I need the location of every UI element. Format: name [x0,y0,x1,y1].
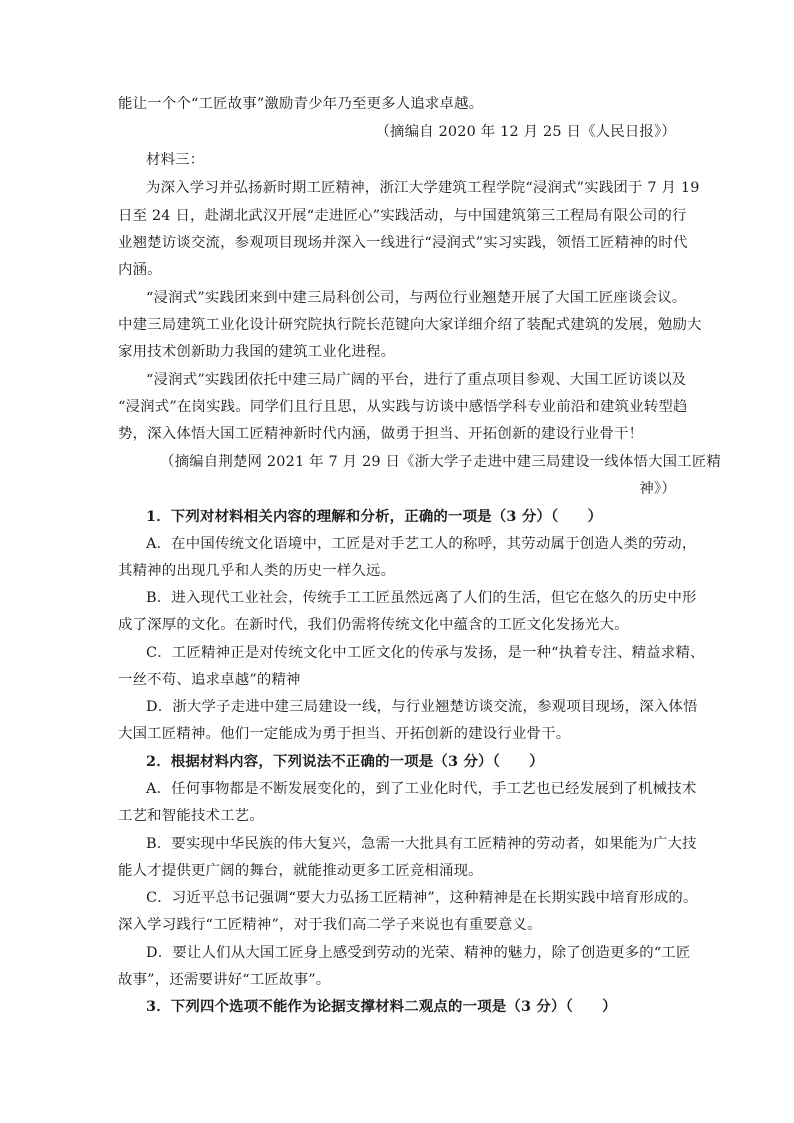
paragraph-line: 内涵。 [118,262,162,278]
option-c: C．工匠精神正是对传统文化中工匠文化的传承与发扬，是一种“执着专注、精益求精、 [146,645,705,661]
paragraph-line: 能让一个个“工匠故事”激励青少年乃至更多人追求卓越。 [118,96,484,112]
option-b: B．要实现中华民族的伟大复兴，急需一大批具有工匠精神的劳动者，如果能为广大技 [146,836,697,852]
source-citation: （摘编自荆楚网 2021 年 7 月 29 日《浙大学子走进中建三局建设一线体悟大国工匠精 [160,454,722,470]
option-c-cont: 深入学习践行“工匠精神”，对于我们高二学子来说也有重要意义。 [118,917,542,933]
paragraph-line: 日至 24 日，赴湖北武汉开展“走进匠心”实践活动，与中国建筑第三工程局有限公司的行 [118,208,687,224]
option-d-cont: 故事”，还需要讲好“工匠故事”。 [118,972,331,988]
paragraph-line: 业翘楚访谈交流，参观项目现场并深入一线进行“浸润式”实习实践，领悟工匠精神的时代 [118,235,688,251]
option-a: A．任何事物都是不断发展变化的，到了工业化时代，手工艺也已经发展到了机械技术 [146,781,697,797]
option-d: D．浙大学子走进中建三局建设一线，与行业翘楚访谈交流，参观项目现场，深入体悟 [146,699,698,715]
source-citation: 神》） [639,481,676,497]
option-d: D．要让人们从大国工匠身上感受到劳动的光荣、精神的魅力，除了创造更多的“工匠 [146,945,691,961]
paragraph-line: 势，深入体悟大国工匠精神新时代内涵，做勇于担当、开拓创新的建设行业骨干！ [118,426,644,442]
paragraph-line: 家用技术创新助力我国的建筑工业化进程。 [118,344,396,360]
question-2: 2．根据材料内容，下列说法不正确的一项是（3 分）（ ） [146,753,544,770]
section-heading: 材料三： [146,152,205,168]
paragraph-line: 为深入学习并弘扬新时期工匠精神，浙江大学建筑工程学院“浸润式”实践团于 7 月 19 [146,180,700,196]
paragraph-line: 中建三局建筑工业化设计研究院执行院长范键向大家详细介绍了装配式建筑的发展，勉励大 [118,317,702,333]
option-b: B．进入现代工业社会，传统手工工匠虽然远离了人们的生活，但它在悠久的历史中形 [146,590,697,606]
option-a: A．在中国传统文化语境中，工匠是对手艺工人的称呼，其劳动属于创造人类的劳动， [146,536,697,552]
option-c-cont: 一丝不苟、追求卓越”的精神 [118,672,301,688]
option-d-cont: 大国工匠精神。他们一定能成为勇于担当、开拓创新的建设行业骨干。 [118,726,571,742]
option-b-cont: 能人才提供更广阔的舞台，就能推动更多工匠竞相涌现。 [118,863,483,879]
question-1: 1．下列对材料相关内容的理解和分析，正确的一项是（3 分）（ ） [146,508,603,525]
source-citation: （摘编自 2020 年 12 月 25 日《人民日报》） [375,124,676,140]
paragraph-line: “浸润式”在岗实践。同学们且行且思，从实践与访谈中感悟学科专业前沿和建筑业转型趋 [118,399,688,415]
option-b-cont: 成了深厚的文化。在新时代，我们仍需将传统文化中蕴含的工匠文化发扬光大。 [118,617,629,633]
question-3: 3．下列四个选项不能作为论据支撑材料二观点的一项是（3 分）（ ） [146,998,617,1015]
option-c: C．习近平总书记强调“要大力弘扬工匠精神”，这种精神是在长期实践中培育形成的。 [146,890,698,906]
option-a-cont: 其精神的出现几乎和人类的历史一样久远。 [118,563,396,579]
paragraph-line: “浸润式”实践团来到中建三局科创公司，与两位行业翘楚开展了大国工匠座谈会议。 [146,290,687,306]
paragraph-line: “浸润式”实践团依托中建三局广阔的平台，进行了重点项目参观、大国工匠访谈以及 [146,372,687,388]
option-a-cont: 工艺和智能技术工艺。 [118,808,264,824]
